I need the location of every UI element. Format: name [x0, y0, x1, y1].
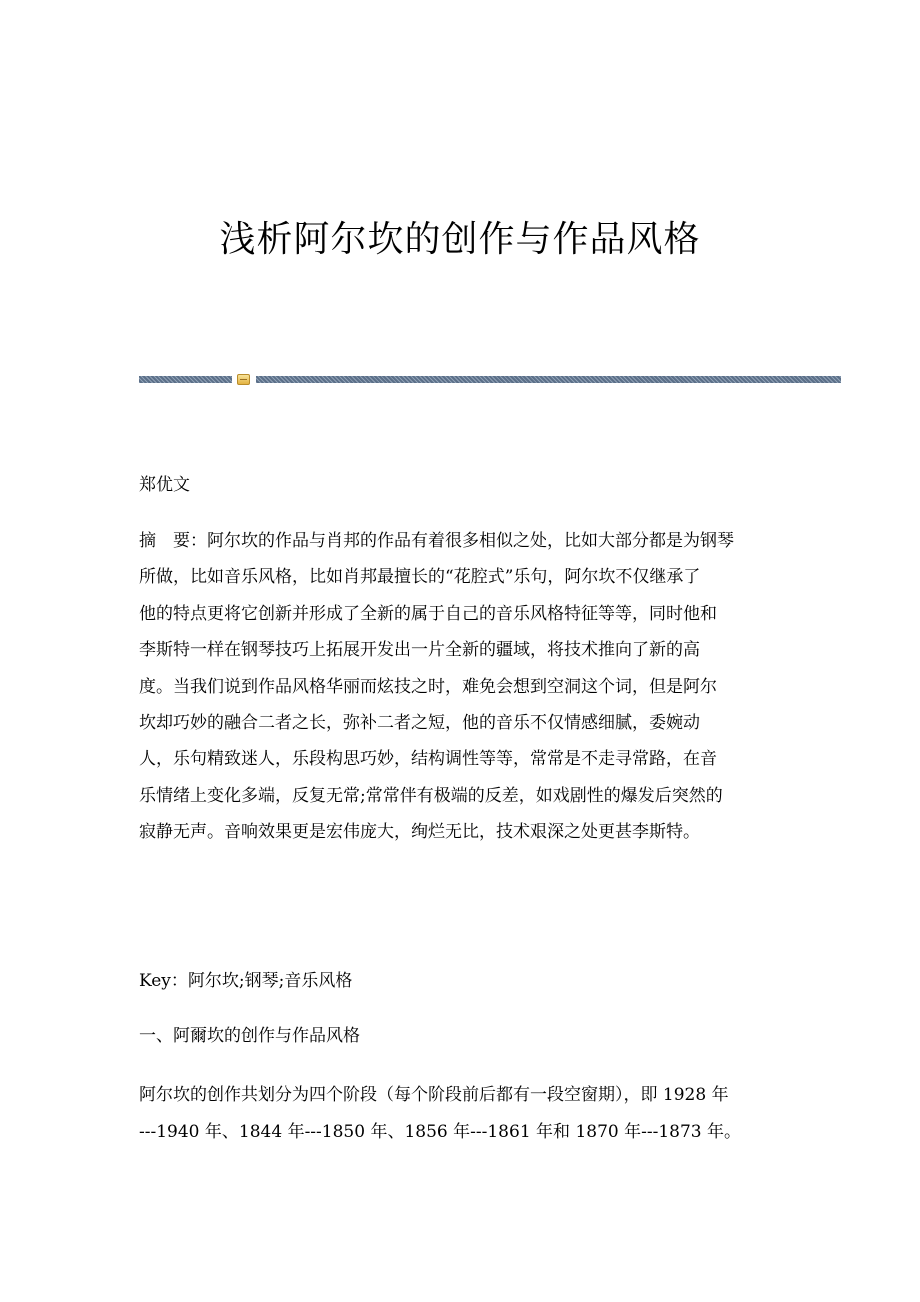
abstract-line: 人，乐句精致迷人，乐段构思巧妙，结构调性等等，常常是不走寻常路，在音: [139, 749, 717, 770]
paragraph-line: ---1940 年、1844 年---1850 年、1856 年---1861 年和 1870 年---1873 年。: [139, 1121, 742, 1142]
abstract-line: 寂静无声。音响效果更是宏伟庞大，绚烂无比，技术艰深之处更甚李斯特。: [139, 822, 700, 843]
abstract-line: 乐情绪上变化多端，反复无常;常常伴有极端的反差，如戏剧性的爆发后突然的: [139, 785, 723, 806]
abstract-line: 所做，比如音乐风格，比如肖邦最擅长的“花腔式”乐句，阿尔坎不仅继承了: [139, 567, 701, 588]
abstract-line: 坎却巧妙的融合二者之长，弥补二者之短，他的音乐不仅情感细腻，委婉动: [139, 712, 700, 733]
paragraph-line: 阿尔坎的创作共划分为四个阶段（每个阶段前后都有一段空窗期），即 1928 年: [139, 1085, 729, 1105]
body-paragraph: [139, 1077, 789, 1150]
keywords: Key：阿尔坎;钢琴;音乐风格: [139, 971, 353, 991]
document-title: 浅析阿尔坎的创作与作品风格: [219, 219, 701, 260]
abstract-line: 李斯特一样在钢琴技巧上拓展开发出一片全新的疆域，将技术推向了新的高: [139, 640, 700, 661]
divider-bar-left: [139, 376, 232, 383]
title-divider: [139, 373, 841, 385]
abstract-line: 他的特点更将它创新并形成了全新的属于自己的音乐风格特征等等，同时他和: [139, 603, 717, 624]
abstract: [139, 523, 789, 851]
section-heading: 一、阿爾坎的创作与作品风格: [139, 1026, 360, 1046]
abstract-line: 度。当我们说到作品风格华丽而炫技之时，难免会想到空洞这个词，但是阿尔: [139, 676, 717, 697]
abstract-line: 摘 要：阿尔坎的作品与肖邦的作品有着很多相似之处，比如大部分都是为钢琴: [139, 531, 734, 551]
divider-bar-right: [256, 376, 841, 383]
author-name: 郑优文: [139, 475, 190, 495]
divider-ornament-icon: [237, 374, 250, 385]
